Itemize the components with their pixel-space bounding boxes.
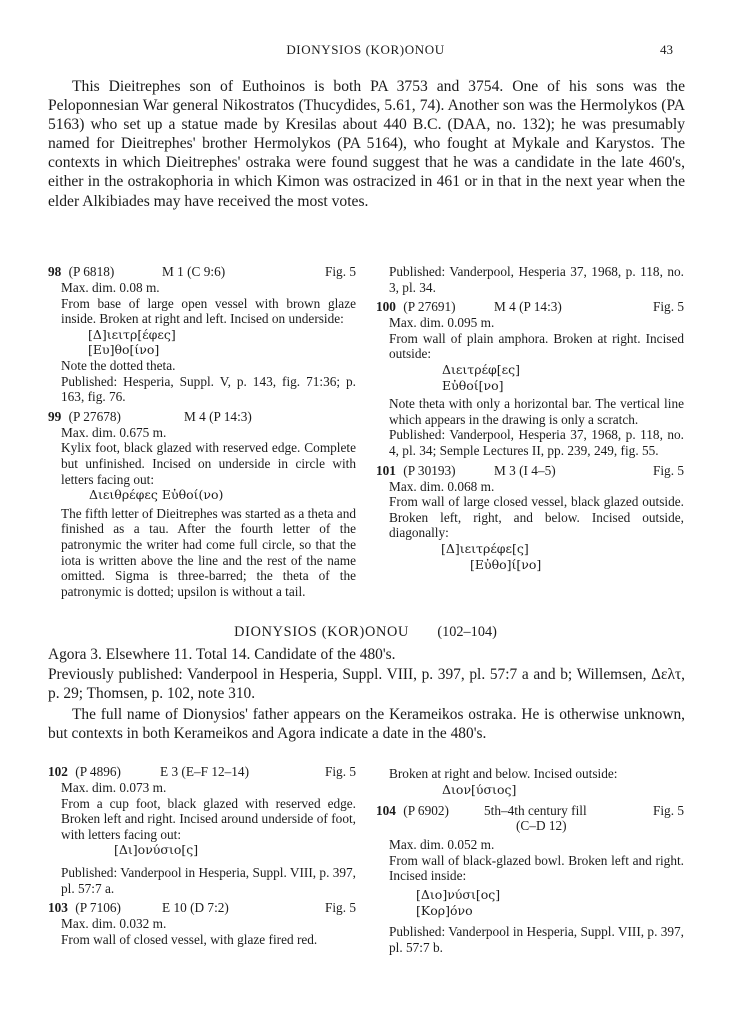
entry-header xyxy=(48,264,356,280)
max-dimension: Max. dim. 0.675 m. xyxy=(61,424,167,440)
inscription-line: [Εὐθο]ί[νο] xyxy=(470,556,542,572)
inscription-line: [Δ]ιειτρ[έφες] xyxy=(88,326,176,342)
inventory-number: (P 7106) xyxy=(75,900,121,916)
section-summary: Agora 3. Elsewhere 11. Total 14. Candidate of the 480's. xyxy=(48,646,396,663)
inscription xyxy=(376,541,684,572)
entry-98 xyxy=(48,264,356,405)
context-location: M 3 (I 4–5) xyxy=(494,462,556,478)
publication: Published: Vanderpool, Hesperia 37, 1968, p. 118, no. 4, pl. 34; Semple Lectures II, pp. 239, 249, fig. 55. xyxy=(389,427,684,458)
entry-number: 100 xyxy=(376,299,396,315)
max-dimension: Max. dim. 0.068 m. xyxy=(389,478,495,494)
figure-reference: Fig. 5 xyxy=(324,764,356,779)
entry-number: 102 xyxy=(48,764,68,779)
max-dimension: Max. dim. 0.032 m. xyxy=(61,916,167,932)
entry-number: 104 xyxy=(376,803,396,819)
publication: Published: Hesperia, Suppl. V, p. 143, fig. 71:36; p. 163, fig. 76. xyxy=(61,373,356,405)
section-heading xyxy=(0,624,731,641)
context-location: M 4 (P 14:3) xyxy=(494,299,562,315)
right-column-lower xyxy=(376,766,684,955)
inventory-number: (P 6818) xyxy=(68,264,115,279)
publication: Published: Vanderpool, Hesperia 37, 1968, p. 118, no. 3, pl. 34. xyxy=(389,264,684,295)
entry-number: 101 xyxy=(376,462,396,478)
entry-header xyxy=(376,803,684,834)
context-location: M 4 (P 14:3) xyxy=(184,408,252,424)
figure-reference: Fig. 5 xyxy=(324,900,356,916)
entry-header xyxy=(48,409,356,425)
entry-102 xyxy=(48,764,356,896)
inscription-line: [Ευ]θο[ίνο] xyxy=(88,342,160,358)
inscription-line: Διειθρέφες Εὐθοί(νο) xyxy=(89,487,224,503)
inscription-line: Διειτρέφ[ες] xyxy=(442,361,521,377)
entry-100 xyxy=(376,299,684,458)
inscription-line: [Δ]ιειτρέφε[ς] xyxy=(441,540,529,556)
max-dimension: Max. dim. 0.095 m. xyxy=(389,315,495,331)
entry-101 xyxy=(376,463,684,573)
description: From base of large open vessel with brown glaze inside. Broken at right and left. Incised on underside: xyxy=(61,295,356,327)
left-column-lower xyxy=(48,764,356,947)
intro-paragraph: This Dieitrephes son of Euthoinos is both PA 3753 and 3754. One of his sons was the Peloponnesian War general Nikostratos (Thucydides, 5.61, 74). Another son was the Hermolykos (PA 5163) who set up a statue made by Kresilas about 440 B.C. (DAA, no. 132); he was presumably named for Dieitrephes' brother Hermolykos (PA 5164), who fought at Mykale and Karystos. The contexts in which Dieitrephes' ostraka were found suggest that he was a candidate in the late 460's, either in the ostrakophoria in which Kimon was ostracized in 461 or in that in the next year when the elder Alkibiades may have received the most votes. xyxy=(48,78,685,210)
inscription-line: [Διο]νύσι[ος] xyxy=(416,886,501,902)
entry-number: 99 xyxy=(48,408,62,424)
description-continued: Broken at right and below. Incised outside: xyxy=(389,766,618,781)
entry-number: 98 xyxy=(48,264,62,279)
context-location: M 1 (C 9:6) xyxy=(162,264,226,279)
inventory-number: (P 27678) xyxy=(68,408,121,424)
inscription xyxy=(48,842,356,858)
entry-104 xyxy=(376,803,684,955)
running-title: DIONYSIOS (KOR)ONOU xyxy=(286,42,445,57)
inventory-number: (P 30193) xyxy=(403,462,456,478)
inventory-number: (P 6902) xyxy=(403,803,449,819)
inscription xyxy=(48,487,356,503)
note: Note the dotted theta. xyxy=(61,357,176,373)
right-column-upper xyxy=(376,264,684,572)
note: Note theta with only a horizontal bar. The vertical line which appears in the drawing is only a scratch. xyxy=(389,396,684,427)
inscription-line: [Δι]ονύσιο[ς] xyxy=(114,842,199,858)
description: From wall of black-glazed bowl. Broken left and right. Incised inside: xyxy=(389,852,684,884)
left-column-upper xyxy=(48,264,356,599)
page-number: 43 xyxy=(660,42,673,57)
inscription xyxy=(376,782,684,798)
description: From a cup foot, black glazed with reserved edge. Broken left and right. Incised around underside of foot, with letters facing out: xyxy=(61,795,356,842)
figure-reference: Fig. 5 xyxy=(652,299,684,315)
section-body: The full name of Dionysios' father appears on the Kerameikos ostraka. He is otherwise unknown, but contexts in both Kerameikos and Agora indicate a date in the 480's. xyxy=(48,706,685,742)
inscription-line: [Κορ]όνο xyxy=(416,902,473,918)
context-location: E 3 (E–F 12–14) xyxy=(160,764,250,779)
entry-103 xyxy=(48,900,356,947)
inventory-number: (P 4896) xyxy=(75,764,121,779)
context-location-grid: (C–D 12) xyxy=(516,818,567,834)
running-head xyxy=(0,42,731,62)
inscription xyxy=(376,887,684,918)
context-location: E 10 (D 7:2) xyxy=(162,900,229,916)
entry-header xyxy=(376,299,684,315)
context-location: 5th–4th century fill xyxy=(484,803,587,819)
description: From wall of plain amphora. Broken at right. Incised outside: xyxy=(389,330,684,362)
section-title: DIONYSIOS (KOR)ONOU xyxy=(234,624,410,640)
max-dimension: Max. dim. 0.052 m. xyxy=(389,837,495,853)
entry-number: 103 xyxy=(48,900,68,916)
catalogue-range: (102–104) xyxy=(437,624,497,640)
figure-reference: Fig. 5 xyxy=(324,264,356,279)
description: From wall of large closed vessel, black glazed outside. Broken left, right, and below. Incised outside, diagonally: xyxy=(389,494,684,541)
max-dimension: Max. dim. 0.08 m. xyxy=(61,280,160,295)
figure-reference: Fig. 5 xyxy=(652,462,684,478)
entry-99 xyxy=(48,409,356,600)
inscription-line: Διον[ύσιος] xyxy=(442,781,517,797)
entry-header xyxy=(376,463,684,479)
inventory-number: (P 27691) xyxy=(403,299,456,315)
note: The fifth letter of Dieitrephes was started as a theta and finished as a tau. After the fourth letter of the patronymic the writer had come full circle, so that the iota is written above the line and the rest of the name omitted. Sigma is three-barred; the theta of the patronymic is dotted; upsilon is without a tail. xyxy=(61,505,356,599)
previously-published: Previously published: Vanderpool in Hesperia, Suppl. VIII, p. 397, pl. 57:7 a and b; Willemsen, Δελτ, p. 29; Thomsen, p. 102, note 310. xyxy=(48,666,685,702)
figure-reference: Fig. 5 xyxy=(652,803,684,819)
entry-header xyxy=(48,764,356,780)
inscription xyxy=(376,362,684,393)
publication: Published: Vanderpool in Hesperia, Suppl. VIII, p. 397, pl. 57:7 a. xyxy=(61,864,356,896)
publication: Published: Vanderpool in Hesperia, Suppl. VIII, p. 397, pl. 57:7 b. xyxy=(389,924,684,955)
entry-header xyxy=(48,900,356,916)
inscription xyxy=(48,327,356,358)
description: Kylix foot, black glazed with reserved edge. Complete but unfinished. Incised on underside in circle with letters facing out: xyxy=(61,440,356,487)
inscription-line: Εὐθοί[νο] xyxy=(442,377,504,393)
description: From wall of closed vessel, with glaze fired red. xyxy=(61,931,318,947)
max-dimension: Max. dim. 0.073 m. xyxy=(61,780,167,795)
